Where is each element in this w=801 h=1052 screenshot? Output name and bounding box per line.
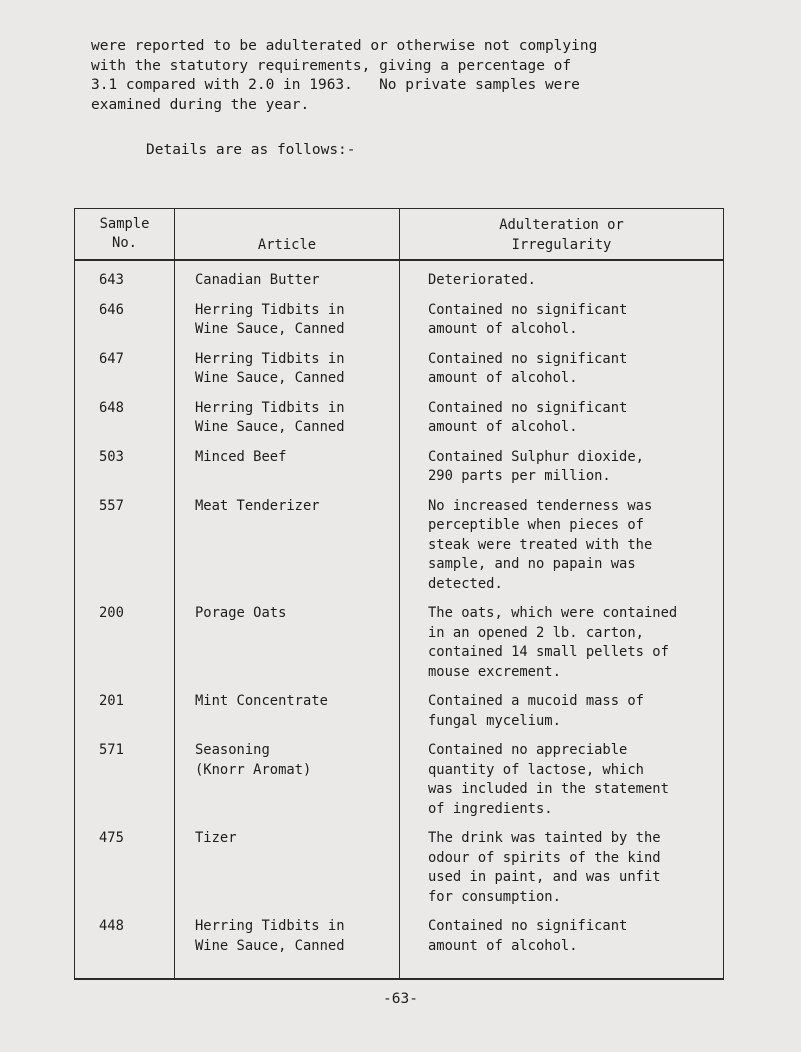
sample-number-cell: 200	[75, 594, 175, 682]
sample-number-cell: 557	[75, 487, 175, 595]
intro-line: were reported to be adulterated or otherwise not complying	[91, 38, 598, 54]
article-cell: Herring Tidbits in Wine Sauce, Canned	[175, 389, 400, 438]
table-row	[75, 487, 724, 595]
table-row	[75, 438, 724, 487]
adulteration-cell: No increased tenderness was perceptible when pieces of steak were treated with the sample, and no papain was detected.	[400, 487, 724, 595]
sample-number-cell: 643	[75, 260, 175, 291]
table-row	[75, 907, 724, 979]
intro-paragraph	[91, 37, 691, 115]
intro-line: 3.1 compared with 2.0 in 1963. No private samples were	[91, 77, 580, 93]
sample-number-cell: 448	[75, 907, 175, 979]
intro-line: examined during the year.	[91, 96, 310, 113]
adulteration-cell: The drink was tainted by the odour of spirits of the kind used in paint, and was unfit for consumption.	[400, 819, 724, 907]
sample-number-cell: 201	[75, 682, 175, 731]
header-sample-no	[75, 209, 175, 261]
table-body	[75, 260, 724, 979]
details-heading: Details are as follows:-	[146, 142, 356, 158]
sample-number-cell: 646	[75, 291, 175, 340]
header-adulteration	[400, 209, 724, 261]
article-cell: Canadian Butter	[175, 260, 400, 291]
sample-number-cell: 475	[75, 819, 175, 907]
adulteration-cell: Deteriorated.	[400, 260, 724, 291]
table-row	[75, 389, 724, 438]
adulteration-cell: Contained no significant amount of alcohol.	[400, 907, 724, 979]
adulteration-cell: Contained a mucoid mass of fungal mycelium.	[400, 682, 724, 731]
adulteration-cell: Contained no appreciable quantity of lactose, which was included in the statement of ingredients.	[400, 731, 724, 819]
page-number: -63-	[383, 991, 418, 1007]
article-cell: Herring Tidbits in Wine Sauce, Canned	[175, 907, 400, 979]
article-cell: Porage Oats	[175, 594, 400, 682]
sample-number-cell: 503	[75, 438, 175, 487]
adulteration-cell: Contained no significant amount of alcohol.	[400, 389, 724, 438]
table-row	[75, 260, 724, 291]
table-row	[75, 819, 724, 907]
header-article: Article	[175, 209, 400, 261]
sample-number-cell: 647	[75, 340, 175, 389]
article-cell: Herring Tidbits in Wine Sauce, Canned	[175, 340, 400, 389]
sample-number-cell: 571	[75, 731, 175, 819]
table-row	[75, 291, 724, 340]
adulteration-cell: Contained no significant amount of alcohol.	[400, 340, 724, 389]
article-cell: Tizer	[175, 819, 400, 907]
header-adulteration-label: Adulteration or Irregularity	[499, 217, 624, 253]
article-cell: Seasoning (Knorr Aromat)	[175, 731, 400, 819]
article-cell: Minced Beef	[175, 438, 400, 487]
adulteration-table	[74, 208, 724, 980]
table-row	[75, 682, 724, 731]
article-cell: Meat Tenderizer	[175, 487, 400, 595]
table-row	[75, 731, 724, 819]
intro-line: with the statutory requirements, giving a percentage of	[91, 57, 572, 74]
article-cell: Herring Tidbits in Wine Sauce, Canned	[175, 291, 400, 340]
table-row	[75, 594, 724, 682]
table-header-row	[75, 209, 724, 261]
adulteration-cell: Contained Sulphur dioxide, 290 parts per million.	[400, 438, 724, 487]
adulteration-cell: Contained no significant amount of alcohol.	[400, 291, 724, 340]
table-row	[75, 340, 724, 389]
sample-number-cell: 648	[75, 389, 175, 438]
adulteration-cell: The oats, which were contained in an opened 2 lb. carton, contained 14 small pellets of mouse excrement.	[400, 594, 724, 682]
article-cell: Mint Concentrate	[175, 682, 400, 731]
header-sample-no-label: Sample No.	[99, 215, 150, 251]
